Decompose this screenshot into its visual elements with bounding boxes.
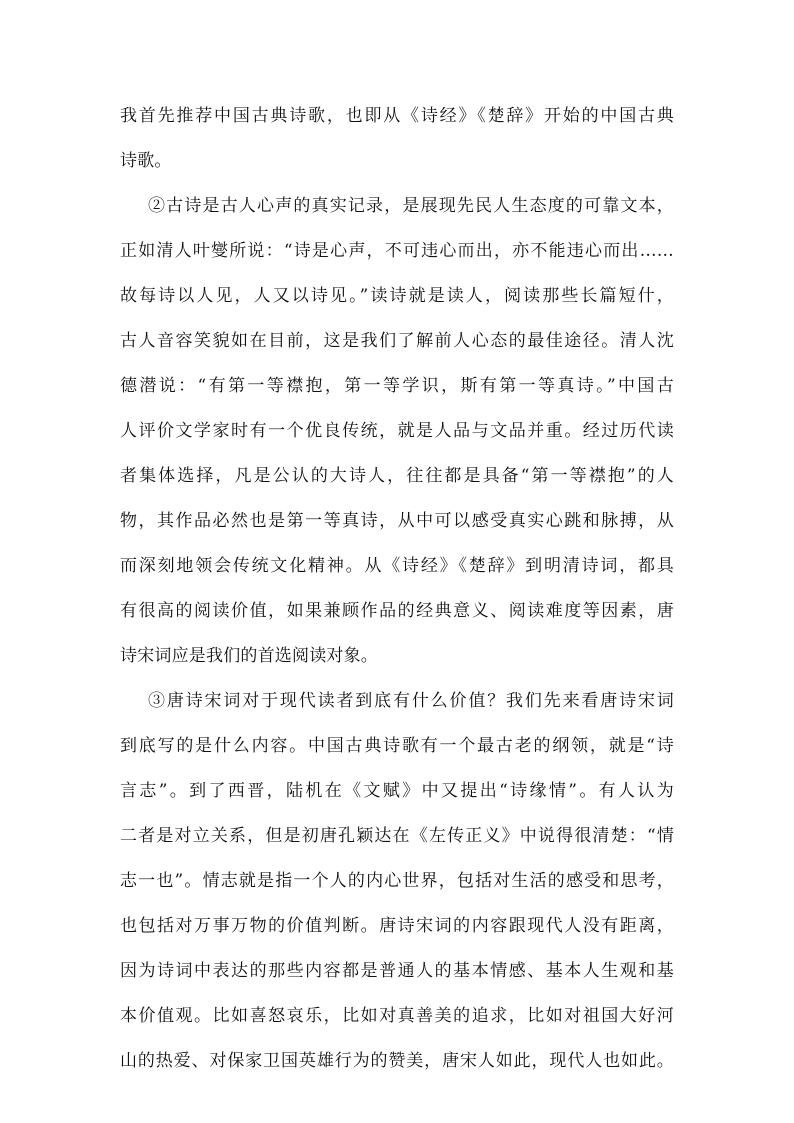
text-line: 故每诗以人见，人又以诗见。”读诗就是读人，阅读那些长篇短什，	[120, 286, 674, 306]
text-line: 本价值观。比如喜怒哀乐，比如对真善美的追求，比如对祖国大好河	[120, 1006, 674, 1026]
text-line: 德潜说：“有第一等襟抱，第一等学识，斯有第一等真诗。”中国古	[120, 376, 674, 396]
text-line: 也包括对万事万物的价值判断。唐诗宋词的内容跟现代人没有距离，	[120, 916, 674, 936]
paragraph-3-first-line: ③唐诗宋词对于现代读者到底有什么价值？我们先来看唐诗宋词	[148, 691, 674, 711]
text-line: 我首先推荐中国古典诗歌，也即从《诗经》《楚辞》开始的中国古典	[120, 106, 674, 126]
text-line: 到底写的是什么内容。中国古典诗歌有一个最古老的纲领，就是“诗	[120, 736, 674, 756]
text-line: 诗宋词应是我们的首选阅读对象。	[120, 646, 378, 666]
text-line: 正如清人叶燮所说：“诗是心声，不可违心而出，亦不能违心而出……	[120, 241, 674, 261]
paragraph-2-first-line: ②古诗是古人心声的真实记录，是展现先民人生态度的可靠文本，	[148, 196, 674, 216]
text-line: 物，其作品必然也是第一等真诗，从中可以感受真实心跳和脉搏，从	[120, 511, 674, 531]
text-line: 因为诗词中表达的那些内容都是普通人的基本情感、基本人生观和基	[120, 961, 674, 981]
text-line: 志一也”。情志就是指一个人的内心世界，包括对生活的感受和思考，	[120, 871, 674, 891]
text-line: 山的热爱、对保家卫国英雄行为的赞美，唐宋人如此，现代人也如此。	[120, 1051, 674, 1071]
text-line: 古人音容笑貌如在目前，这是我们了解前人心态的最佳途径。清人沈	[120, 331, 674, 351]
text-line: 诗歌。	[120, 151, 172, 171]
text-line: 有很高的阅读价值，如果兼顾作品的经典意义、阅读难度等因素，唐	[120, 601, 674, 621]
text-line: 而深刻地领会传统文化精神。从《诗经》《楚辞》到明清诗词，都具	[120, 556, 674, 576]
text-line: 言志”。到了西晋，陆机在《文赋》中又提出“诗缘情”。有人认为	[120, 781, 674, 801]
text-line: 者集体选择，凡是公认的大诗人，往往都是具备“第一等襟抱”的人	[120, 466, 674, 486]
text-line: 人评价文学家时有一个优良传统，就是人品与文品并重。经过历代读	[120, 421, 674, 441]
text-line: 二者是对立关系，但是初唐孔颖达在《左传正义》中说得很清楚：“情	[120, 826, 674, 846]
